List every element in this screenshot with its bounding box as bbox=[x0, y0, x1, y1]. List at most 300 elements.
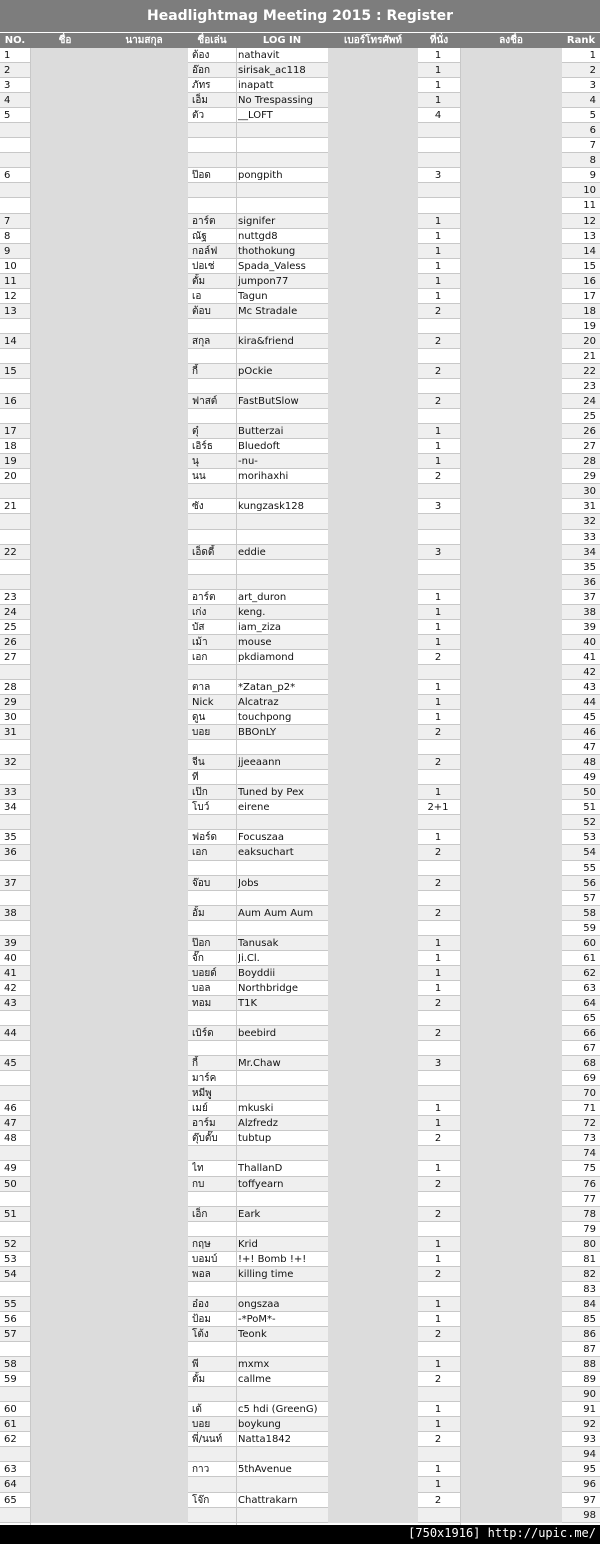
cell-rank: 20 bbox=[583, 335, 596, 347]
cell-seats: 2 bbox=[434, 997, 442, 1009]
table-row bbox=[0, 63, 600, 78]
table-row bbox=[0, 605, 600, 620]
header-no: NO. bbox=[4, 35, 26, 46]
cell-no bbox=[4, 1146, 28, 1161]
cell-nickname: ป้อม bbox=[192, 1313, 211, 1325]
cell-seats bbox=[420, 891, 456, 906]
cell-seats: 1 bbox=[434, 1103, 442, 1115]
cell-login: signifer bbox=[238, 215, 276, 227]
cell-login: !+! Bomb !+! bbox=[238, 1253, 307, 1265]
cell-rank: 71 bbox=[583, 1103, 596, 1115]
table-row bbox=[0, 921, 600, 936]
cell-nickname: จ๊อบ bbox=[192, 877, 211, 889]
cell-seats: 1 bbox=[434, 95, 442, 107]
sheet-title: Headlightmag Meeting 2015 : Register bbox=[0, 0, 600, 33]
cell-login: toffyearn bbox=[238, 1178, 284, 1190]
cell-seats bbox=[420, 1508, 456, 1523]
cell-no: 16 bbox=[4, 396, 17, 408]
cell-no bbox=[4, 861, 28, 876]
cell-rank: 84 bbox=[583, 1298, 596, 1310]
cell-rank: 24 bbox=[583, 396, 596, 408]
cell-rank: 21 bbox=[583, 350, 596, 362]
cell-nickname bbox=[192, 484, 236, 499]
cell-login: BBOnLY bbox=[238, 727, 277, 739]
cell-seats bbox=[420, 1447, 456, 1462]
cell-rank: 19 bbox=[583, 320, 596, 332]
cell-nickname: ตัว bbox=[192, 110, 205, 122]
cell-nickname: มาร์ค bbox=[192, 1073, 217, 1085]
cell-no bbox=[4, 1041, 28, 1056]
cell-seats bbox=[420, 1041, 456, 1056]
cell-seats: 1 bbox=[434, 1419, 442, 1431]
cell-login: Butterzai bbox=[238, 426, 284, 438]
cell-no: 42 bbox=[4, 982, 17, 994]
cell-no bbox=[4, 665, 28, 680]
cell-login bbox=[238, 770, 328, 785]
cell-nickname: พี bbox=[192, 1359, 199, 1371]
cell-seats: 2 bbox=[434, 727, 442, 739]
cell-no bbox=[4, 770, 28, 785]
table-row bbox=[0, 1192, 600, 1207]
cell-rank: 70 bbox=[583, 1088, 596, 1100]
cell-rank: 62 bbox=[583, 967, 596, 979]
cell-no: 57 bbox=[4, 1328, 17, 1340]
cell-login: Krid bbox=[238, 1238, 258, 1250]
table-row bbox=[0, 499, 600, 514]
cell-login bbox=[238, 1146, 328, 1161]
cell-no: 19 bbox=[4, 456, 17, 468]
cell-seats: 1 bbox=[434, 967, 442, 979]
cell-login bbox=[238, 1011, 328, 1026]
table-row bbox=[0, 289, 600, 304]
table-row bbox=[0, 635, 600, 650]
table-row bbox=[0, 349, 600, 364]
table-row bbox=[0, 1101, 600, 1116]
cell-seats bbox=[420, 740, 456, 755]
cell-nickname: กบ bbox=[192, 1178, 205, 1190]
cell-rank: 16 bbox=[583, 275, 596, 287]
cell-nickname bbox=[192, 349, 236, 364]
cell-seats: 2 bbox=[434, 1268, 442, 1280]
cell-seats bbox=[420, 921, 456, 936]
table-row bbox=[0, 815, 600, 830]
table-row bbox=[0, 575, 600, 590]
cell-no: 48 bbox=[4, 1133, 17, 1145]
cell-rank: 97 bbox=[583, 1494, 596, 1506]
table-row bbox=[0, 845, 600, 860]
cell-seats bbox=[420, 1086, 456, 1101]
cell-nickname: ซัง bbox=[192, 501, 204, 513]
cell-nickname: อ๊อก bbox=[192, 65, 211, 77]
cell-nickname: เอ็ม bbox=[192, 95, 209, 107]
cell-seats bbox=[420, 409, 456, 424]
cell-no: 35 bbox=[4, 832, 17, 844]
cell-rank: 7 bbox=[589, 140, 596, 152]
cell-no bbox=[4, 1011, 28, 1026]
cell-seats: 2 bbox=[434, 1374, 442, 1386]
cell-login: kira&friend bbox=[238, 335, 294, 347]
cell-seats bbox=[420, 575, 456, 590]
table-row bbox=[0, 123, 600, 138]
cell-no: 60 bbox=[4, 1404, 17, 1416]
cell-no: 44 bbox=[4, 1028, 17, 1040]
cell-nickname: โต้ง bbox=[192, 1328, 209, 1340]
cell-seats: 1 bbox=[434, 952, 442, 964]
cell-no: 23 bbox=[4, 591, 17, 603]
cell-login: Alzfredz bbox=[238, 1118, 279, 1130]
table-row bbox=[0, 424, 600, 439]
table-row bbox=[0, 93, 600, 108]
cell-rank: 34 bbox=[583, 546, 596, 558]
cell-login bbox=[238, 530, 328, 545]
table-row bbox=[0, 1011, 600, 1026]
cell-rank: 76 bbox=[583, 1178, 596, 1190]
cell-nickname: ต้อง bbox=[192, 50, 210, 61]
table-row bbox=[0, 876, 600, 891]
cell-nickname: ตาล bbox=[192, 681, 211, 693]
cell-rank: 68 bbox=[583, 1058, 596, 1070]
cell-no: 3 bbox=[4, 80, 11, 92]
cell-no: 10 bbox=[4, 260, 17, 272]
table-row bbox=[0, 304, 600, 319]
cell-seats: 1 bbox=[434, 681, 442, 693]
cell-no bbox=[4, 409, 28, 424]
table-row bbox=[0, 650, 600, 665]
cell-rank: 57 bbox=[583, 892, 596, 904]
cell-seats: 1 bbox=[434, 245, 442, 257]
cell-login bbox=[238, 740, 328, 755]
table-row bbox=[0, 153, 600, 168]
cell-seats bbox=[420, 1387, 456, 1402]
cell-nickname: ภัทร bbox=[192, 80, 211, 92]
cell-seats: 1 bbox=[434, 1359, 442, 1371]
table-row bbox=[0, 545, 600, 560]
cell-seats: 2 bbox=[434, 651, 442, 663]
cell-no: 7 bbox=[4, 215, 11, 227]
cell-no: 63 bbox=[4, 1464, 17, 1476]
cell-login: pkdiamond bbox=[238, 651, 294, 663]
cell-rank: 55 bbox=[583, 862, 596, 874]
cell-login: Bluedoft bbox=[238, 441, 280, 453]
cell-nickname: กอล์ฟ bbox=[192, 245, 218, 257]
cell-rank: 78 bbox=[583, 1208, 596, 1220]
cell-seats: 1 bbox=[434, 1464, 442, 1476]
cell-rank: 22 bbox=[583, 365, 596, 377]
cell-nickname: หมีพู bbox=[192, 1088, 212, 1100]
cell-seats: 1 bbox=[434, 621, 442, 633]
cell-login: 5thAvenue bbox=[238, 1464, 292, 1476]
cell-seats: 1 bbox=[434, 606, 442, 618]
table-row bbox=[0, 785, 600, 800]
cell-rank: 46 bbox=[583, 727, 596, 739]
cell-login: nuttgd8 bbox=[238, 230, 278, 242]
cell-seats: 1 bbox=[434, 50, 442, 61]
cell-login: Ji.Cl. bbox=[238, 952, 260, 964]
cell-nickname: อาร์ม bbox=[192, 1118, 216, 1130]
cell-login: Eark bbox=[238, 1208, 261, 1220]
cell-seats bbox=[420, 319, 456, 334]
cell-no: 61 bbox=[4, 1419, 17, 1431]
cell-rank: 89 bbox=[583, 1374, 596, 1386]
cell-rank: 53 bbox=[583, 832, 596, 844]
cell-rank: 79 bbox=[583, 1223, 596, 1235]
table-row bbox=[0, 1026, 600, 1041]
cell-rank: 31 bbox=[583, 501, 596, 513]
cell-nickname: ทอม bbox=[192, 997, 212, 1009]
cell-login bbox=[238, 891, 328, 906]
cell-nickname: เอก bbox=[192, 847, 208, 859]
table-row bbox=[0, 951, 600, 966]
cell-login: thothokung bbox=[238, 245, 296, 257]
cell-login bbox=[238, 665, 328, 680]
cell-nickname: บอมบ์ bbox=[192, 1253, 218, 1265]
cell-login bbox=[238, 514, 328, 529]
column-header-row bbox=[0, 33, 600, 48]
table-row bbox=[0, 1161, 600, 1176]
cell-nickname bbox=[192, 138, 236, 153]
table-row bbox=[0, 725, 600, 740]
cell-no: 37 bbox=[4, 877, 17, 889]
cell-no: 18 bbox=[4, 441, 17, 453]
table-row bbox=[0, 1387, 600, 1402]
cell-rank: 47 bbox=[583, 742, 596, 754]
cell-nickname: พี่/นนท์ bbox=[192, 1434, 223, 1446]
header-lastname: นามสกุล bbox=[125, 35, 163, 46]
cell-no: 1 bbox=[4, 50, 11, 61]
cell-login bbox=[238, 409, 328, 424]
cell-seats: 2 bbox=[434, 1494, 442, 1506]
cell-login: Teonk bbox=[238, 1328, 267, 1340]
cell-nickname: อาร์ต bbox=[192, 215, 216, 227]
table-row bbox=[0, 560, 600, 575]
cell-login: Northbridge bbox=[238, 982, 299, 994]
cell-rank: 66 bbox=[583, 1028, 596, 1040]
cell-no: 55 bbox=[4, 1298, 17, 1310]
cell-no: 15 bbox=[4, 365, 17, 377]
cell-login bbox=[238, 1387, 328, 1402]
header-phone: เบอร์โทรศัพท์ bbox=[343, 35, 402, 46]
cell-seats: 1 bbox=[434, 636, 442, 648]
cell-nickname: เป๊ก bbox=[192, 787, 208, 799]
cell-seats: 2 bbox=[434, 1133, 442, 1145]
cell-nickname: บัส bbox=[192, 621, 205, 633]
cell-nickname bbox=[192, 1192, 236, 1207]
cell-rank: 14 bbox=[583, 245, 596, 257]
cell-login: __LOFT bbox=[238, 110, 273, 122]
table-row bbox=[0, 379, 600, 394]
cell-no: 40 bbox=[4, 952, 17, 964]
table-row bbox=[0, 755, 600, 770]
cell-rank: 58 bbox=[583, 907, 596, 919]
header-rank: Rank bbox=[566, 35, 596, 46]
cell-seats: 1 bbox=[434, 65, 442, 77]
cell-login bbox=[238, 815, 328, 830]
table-row bbox=[0, 740, 600, 755]
cell-nickname: บอยด์ bbox=[192, 967, 217, 979]
cell-rank: 77 bbox=[583, 1193, 596, 1205]
cell-seats bbox=[420, 815, 456, 830]
cell-seats bbox=[420, 1342, 456, 1357]
cell-login: No Trespassing bbox=[238, 95, 314, 107]
cell-login: tubtup bbox=[238, 1133, 272, 1145]
cell-nickname: เม้า bbox=[192, 636, 208, 648]
cell-no: 49 bbox=[4, 1163, 17, 1175]
cell-seats bbox=[420, 138, 456, 153]
cell-seats bbox=[420, 514, 456, 529]
cell-rank: 39 bbox=[583, 621, 596, 633]
cell-rank: 25 bbox=[583, 411, 596, 423]
cell-no bbox=[4, 891, 28, 906]
cell-rank: 10 bbox=[583, 185, 596, 197]
cell-no: 6 bbox=[4, 170, 11, 182]
cell-rank: 93 bbox=[583, 1434, 596, 1446]
cell-no: 33 bbox=[4, 787, 17, 799]
cell-seats: 2 bbox=[434, 471, 442, 483]
cell-no bbox=[4, 1387, 28, 1402]
cell-seats: 1 bbox=[434, 441, 442, 453]
cell-no: 46 bbox=[4, 1103, 17, 1115]
cell-seats: 1 bbox=[434, 215, 442, 227]
cell-nickname bbox=[192, 198, 236, 213]
table-row bbox=[0, 861, 600, 876]
table-row bbox=[0, 1432, 600, 1447]
cell-rank: 43 bbox=[583, 681, 596, 693]
cell-nickname bbox=[192, 815, 236, 830]
cell-login: Mr.Chaw bbox=[238, 1058, 281, 1070]
cell-seats: 1 bbox=[434, 982, 442, 994]
cell-nickname: Nick bbox=[192, 697, 214, 709]
cell-login: mkuski bbox=[238, 1103, 274, 1115]
cell-seats: 3 bbox=[434, 1058, 442, 1070]
cell-login: jumpon77 bbox=[238, 275, 289, 287]
cell-login: Boyddii bbox=[238, 967, 276, 979]
cell-nickname: กาว bbox=[192, 1464, 210, 1476]
cell-nickname: ป๊อก bbox=[192, 937, 211, 949]
cell-login bbox=[238, 861, 328, 876]
cell-rank: 8 bbox=[589, 155, 596, 167]
cell-rank: 59 bbox=[583, 922, 596, 934]
table-row bbox=[0, 274, 600, 289]
cell-rank: 72 bbox=[583, 1118, 596, 1130]
header-seats: ที่นั่ง bbox=[429, 35, 449, 46]
cell-login: Focuszaa bbox=[238, 832, 285, 844]
table-row bbox=[0, 1327, 600, 1342]
header-signature: ลงชื่อ bbox=[499, 35, 523, 46]
cell-nickname bbox=[192, 921, 236, 936]
table-row bbox=[0, 906, 600, 921]
cell-nickname bbox=[192, 1011, 236, 1026]
cell-seats bbox=[420, 1192, 456, 1207]
table-row bbox=[0, 966, 600, 981]
cell-nickname: เอ็ดดี้ bbox=[192, 546, 215, 558]
cell-seats: 1 bbox=[434, 290, 442, 302]
cell-rank: 82 bbox=[583, 1268, 596, 1280]
cell-login bbox=[238, 349, 328, 364]
cell-no bbox=[4, 1342, 28, 1357]
cell-no: 9 bbox=[4, 245, 11, 257]
table-row bbox=[0, 168, 600, 183]
cell-seats bbox=[420, 349, 456, 364]
cell-login: eirene bbox=[238, 802, 270, 814]
cell-nickname: อ๋อง bbox=[192, 1298, 209, 1310]
cell-seats bbox=[420, 1222, 456, 1237]
cell-no: 45 bbox=[4, 1058, 17, 1070]
table-row bbox=[0, 1086, 600, 1101]
cell-seats: 1 bbox=[434, 1118, 442, 1130]
cell-seats bbox=[420, 560, 456, 575]
cell-login: c5 hdi (GreenG) bbox=[238, 1404, 318, 1416]
cell-nickname: ฟอร์ด bbox=[192, 832, 217, 844]
cell-rank: 44 bbox=[583, 697, 596, 709]
table-row bbox=[0, 800, 600, 815]
cell-nickname: ตั้ม bbox=[192, 1374, 206, 1386]
cell-login: ongszaa bbox=[238, 1298, 280, 1310]
table-row bbox=[0, 530, 600, 545]
table-row bbox=[0, 1222, 600, 1237]
table-row bbox=[0, 830, 600, 845]
cell-rank: 64 bbox=[583, 997, 596, 1009]
table-row bbox=[0, 1177, 600, 1192]
cell-login: callme bbox=[238, 1374, 272, 1386]
cell-seats bbox=[420, 1146, 456, 1161]
cell-seats: 2 bbox=[434, 396, 442, 408]
cell-nickname: เบิร์ด bbox=[192, 1028, 214, 1040]
cell-seats: 1 bbox=[434, 591, 442, 603]
cell-rank: 4 bbox=[589, 95, 596, 107]
table-row bbox=[0, 439, 600, 454]
table-row bbox=[0, 1237, 600, 1252]
cell-rank: 48 bbox=[583, 757, 596, 769]
table-row bbox=[0, 1508, 600, 1523]
cell-no: 22 bbox=[4, 546, 17, 558]
cell-login: Natta1842 bbox=[238, 1434, 292, 1446]
cell-seats: 1 bbox=[434, 1479, 442, 1491]
cell-no bbox=[4, 1086, 28, 1101]
cell-rank: 32 bbox=[583, 516, 596, 528]
cell-login: art_duron bbox=[238, 591, 287, 603]
table-row bbox=[0, 1252, 600, 1267]
table-row bbox=[0, 1462, 600, 1477]
cell-login: touchpong bbox=[238, 712, 292, 724]
table-row bbox=[0, 710, 600, 725]
cell-login bbox=[238, 1086, 328, 1101]
table-row bbox=[0, 1207, 600, 1222]
cell-seats bbox=[420, 153, 456, 168]
cell-rank: 92 bbox=[583, 1419, 596, 1431]
cell-rank: 96 bbox=[583, 1479, 596, 1491]
cell-rank: 35 bbox=[583, 561, 596, 573]
cell-no: 17 bbox=[4, 426, 17, 438]
cell-seats: 2 bbox=[434, 847, 442, 859]
cell-login bbox=[238, 1222, 328, 1237]
cell-login: boykung bbox=[238, 1419, 281, 1431]
cell-nickname: พอล bbox=[192, 1268, 211, 1280]
cell-nickname: กี้ bbox=[192, 365, 199, 377]
cell-login: mouse bbox=[238, 636, 272, 648]
cell-no bbox=[4, 575, 28, 590]
cell-rank: 69 bbox=[583, 1073, 596, 1085]
cell-login: mxmx bbox=[238, 1359, 270, 1371]
table-row bbox=[0, 936, 600, 951]
cell-rank: 80 bbox=[583, 1238, 596, 1250]
cell-rank: 23 bbox=[583, 381, 596, 393]
header-login: LOG IN bbox=[262, 35, 302, 46]
cell-rank: 17 bbox=[583, 290, 596, 302]
cell-nickname: ตุ๋ bbox=[192, 426, 199, 438]
cell-no: 25 bbox=[4, 621, 17, 633]
cell-no: 32 bbox=[4, 757, 17, 769]
cell-no: 51 bbox=[4, 1208, 17, 1220]
